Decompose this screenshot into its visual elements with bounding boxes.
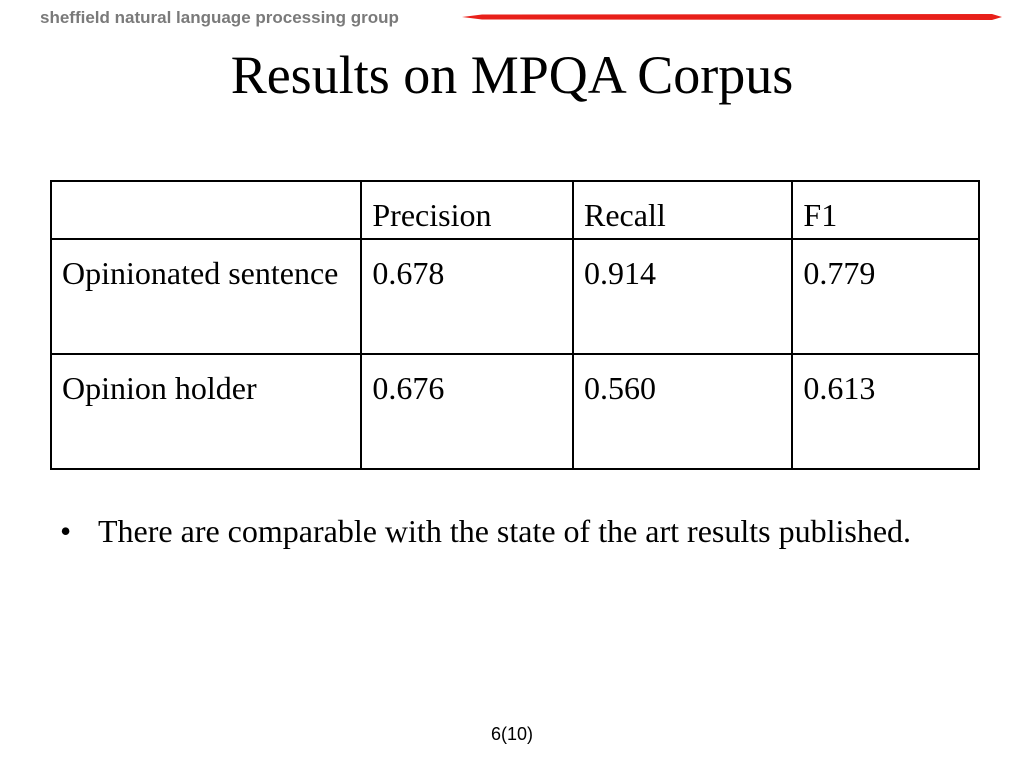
bullet-marker: • [60, 513, 72, 549]
row-label: Opinion holder [51, 354, 361, 469]
recall-value: 0.914 [573, 239, 792, 354]
slide-title: Results on MPQA Corpus [230, 45, 794, 105]
table-header-precision: Precision [361, 181, 573, 239]
recall-value: 0.560 [573, 354, 792, 469]
table-header-f1: F1 [792, 181, 979, 239]
header-accent-line [462, 14, 1002, 20]
table-row [51, 239, 979, 354]
f1-value: 0.613 [792, 354, 979, 469]
f1-value: 0.779 [792, 239, 979, 354]
bullet-item [60, 506, 960, 556]
bullet-text: There are comparable with the state of the art results published. [98, 513, 912, 549]
results-table [50, 180, 980, 470]
group-logo: sheffield natural language processing group [40, 8, 399, 27]
precision-value: 0.676 [361, 354, 573, 469]
precision-value: 0.678 [361, 239, 573, 354]
row-label: Opinionated sentence [51, 239, 361, 354]
page-number: 6(10) [490, 724, 534, 744]
table-header-cell-empty [51, 181, 361, 239]
table-row [51, 354, 979, 469]
table-header-row [51, 181, 979, 239]
table-header-recall: Recall [573, 181, 792, 239]
